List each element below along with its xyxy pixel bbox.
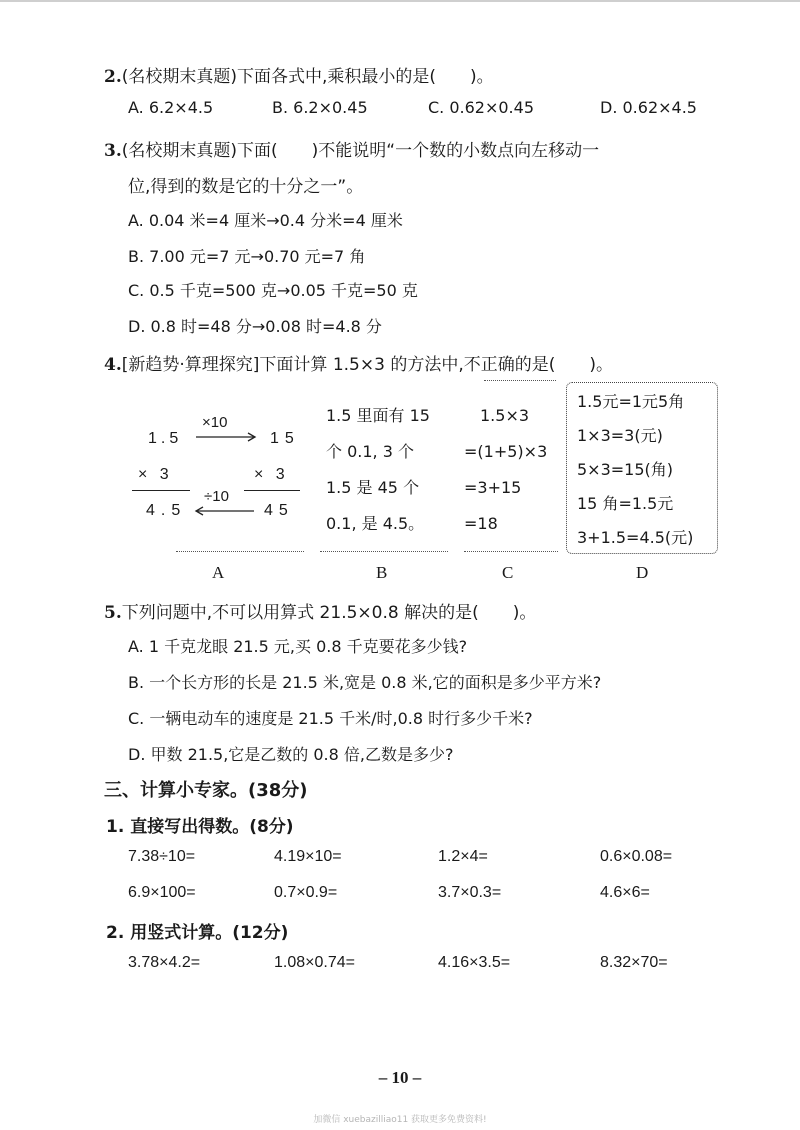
question-number: 3. xyxy=(104,141,122,161)
problem: 4.19×10= xyxy=(274,848,342,865)
question-stem: [新趋势·算理探究]下面计算 1.5×3 的方法中,不正确的是( )。 xyxy=(121,355,613,375)
section-3-title: 三、计算小专家。(38分) xyxy=(104,780,308,801)
panel-a-multiplier-right: × 3 xyxy=(254,466,289,483)
top-border xyxy=(0,0,800,2)
problem: 0.6×0.08= xyxy=(600,848,673,865)
panel-c-line: 1.5×3 xyxy=(480,406,530,425)
left-arrow-icon xyxy=(194,506,256,516)
part-2-title: 2. 用竖式计算。(12分) xyxy=(106,923,289,943)
question-stem-line1: (名校期末真题)下面( )不能说明“一个数的小数点向左移动一 xyxy=(121,141,600,161)
problem: 0.7×0.9= xyxy=(274,884,338,901)
question-stem: 下列问题中,不可以用算式 21.5×0.8 解决的是( )。 xyxy=(121,603,537,623)
panel-d-line: 3+1.5=4.5(元) xyxy=(577,528,694,547)
problem: 7.38÷10= xyxy=(128,848,196,865)
q5-option-b: B. 一个长方形的长是 21.5 米,宽是 0.8 米,它的面积是多少平方米? xyxy=(128,673,602,692)
panel-a-product-integer: 45 xyxy=(264,502,294,519)
arrow-label-div10: ÷10 xyxy=(204,488,229,505)
problem: 6.9×100= xyxy=(128,884,196,901)
q2-option-a: A. 6.2×4.5 xyxy=(128,98,214,117)
panel-label-b: B xyxy=(376,563,388,582)
q3-option-a: A. 0.04 米=4 厘米→0.4 分米=4 厘米 xyxy=(128,211,403,230)
question-5 xyxy=(104,598,536,623)
panel-b-line: 个 0.1, 3 个 xyxy=(326,442,414,461)
question-4 xyxy=(104,350,613,375)
panel-c-top-border xyxy=(484,380,556,381)
panel-label-d: D xyxy=(636,563,649,582)
right-arrow-icon xyxy=(196,432,258,442)
panel-c xyxy=(464,398,547,542)
problem: 8.32×70= xyxy=(600,954,668,971)
q3-option-b: B. 7.00 元=7 元→0.70 元=7 角 xyxy=(128,247,366,266)
panel-a-factor-decimal: 1.5 xyxy=(148,430,183,447)
panel-d-line: 15 角=1.5元 xyxy=(577,494,674,513)
question-number: 2. xyxy=(104,67,122,87)
part-1-title: 1. 直接写出得数。(8分) xyxy=(106,817,294,837)
panel-d-line: 1×3=3(元) xyxy=(577,426,663,445)
panel-c-bottom-border xyxy=(464,551,558,552)
panel-a-factor-integer: 15 xyxy=(270,430,300,447)
problem: 4.16×3.5= xyxy=(438,954,511,971)
arrow-label-times10: ×10 xyxy=(202,414,228,431)
panel-b-line: 1.5 里面有 15 xyxy=(326,406,430,425)
q5-option-d: D. 甲数 21.5,它是乙数的 0.8 倍,乙数是多少? xyxy=(128,745,454,764)
panel-a-multiplier-left: × 3 xyxy=(138,466,173,483)
question-2 xyxy=(104,62,494,87)
panel-d xyxy=(566,382,718,554)
q5-option-c: C. 一辆电动车的速度是 21.5 千米/时,0.8 时行多少千米? xyxy=(128,709,533,728)
problem: 3.78×4.2= xyxy=(128,954,201,971)
panel-a xyxy=(130,410,310,555)
question-stem: (名校期末真题)下面各式中,乘积最小的是( )。 xyxy=(121,67,494,87)
panel-c-line: =18 xyxy=(464,514,498,533)
q3-option-c: C. 0.5 千克=500 克→0.05 千克=50 克 xyxy=(128,281,418,300)
question-3 xyxy=(104,136,599,161)
question-number: 5. xyxy=(104,603,122,623)
underline-left xyxy=(132,490,190,491)
q3-option-d: D. 0.8 时=48 分→0.08 时=4.8 分 xyxy=(128,317,382,336)
panel-label-a: A xyxy=(212,563,225,582)
q2-option-b: B. 6.2×0.45 xyxy=(272,98,368,117)
q5-option-a: A. 1 千克龙眼 21.5 元,买 0.8 千克要花多少钱? xyxy=(128,637,468,656)
panel-b-line: 0.1, 是 4.5。 xyxy=(326,514,425,533)
question-number: 4. xyxy=(104,355,122,375)
panel-c-line: =(1+5)×3 xyxy=(464,442,548,461)
panel-c-line: =3+15 xyxy=(464,478,522,497)
panel-b xyxy=(326,398,430,542)
q2-option-c: C. 0.62×0.45 xyxy=(428,98,534,117)
panel-d-line: 5×3=15(角) xyxy=(577,460,674,479)
panel-a-product-decimal: 4.5 xyxy=(146,502,187,519)
panel-b-line: 1.5 是 45 个 xyxy=(326,478,420,497)
q2-option-d: D. 0.62×4.5 xyxy=(600,98,697,117)
watermark: 加微信 xuebazilliao11 获取更多免费资料! xyxy=(313,1115,487,1125)
question-stem-line2: 位,得到的数是它的十分之一”。 xyxy=(128,177,364,197)
panel-label-c: C xyxy=(502,563,514,582)
problem: 3.7×0.3= xyxy=(438,884,502,901)
panel-b-bottom-border xyxy=(320,551,448,552)
panel-d-line: 1.5元=1元5角 xyxy=(577,392,685,411)
problem: 4.6×6= xyxy=(600,884,650,901)
underline-right xyxy=(244,490,300,491)
problem: 1.2×4= xyxy=(438,848,488,865)
page-number: – 10 – xyxy=(378,1068,422,1087)
panel-a-bottom-border xyxy=(176,551,304,552)
problem: 1.08×0.74= xyxy=(274,954,355,971)
